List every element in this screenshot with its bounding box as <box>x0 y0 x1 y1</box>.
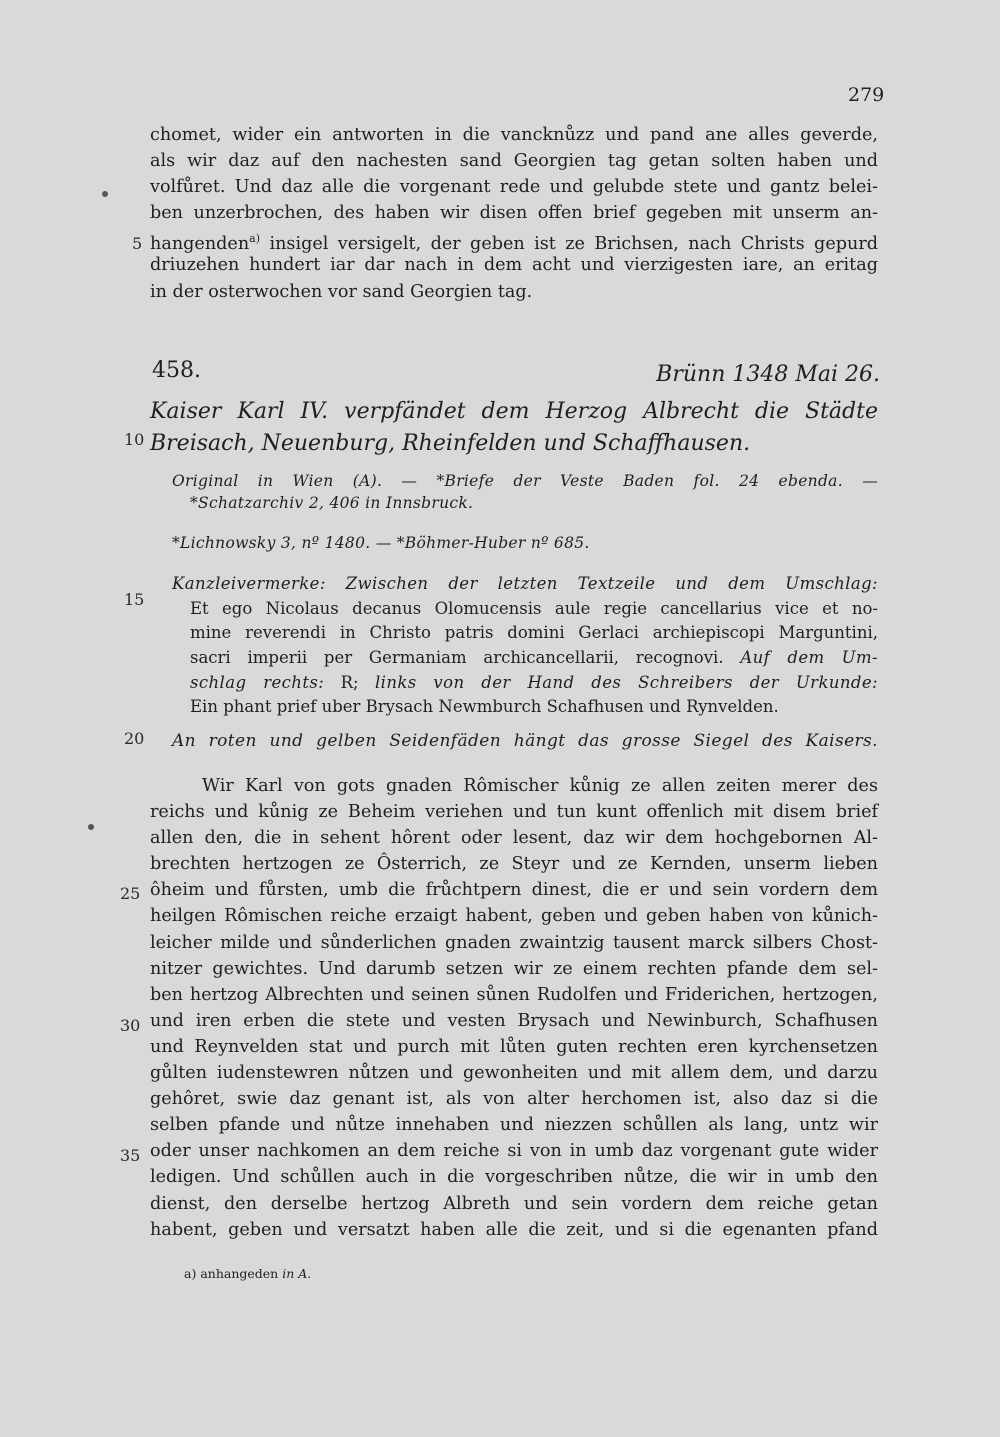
text-line: oder unser nachkomen an dem reiche si von in umb daz vorgenant gute wider <box>150 1141 878 1162</box>
body-text <box>150 773 878 1243</box>
note-label: schlag rechts: <box>190 672 325 692</box>
regest <box>150 396 878 460</box>
text-line: gehôret, swie daz genant ist, als von alter herchomen ist, also daz si die <box>150 1089 878 1110</box>
footnote-text: anhangeden <box>200 1266 279 1281</box>
regest-line: Breisach, Neuenburg, Rheinfelden und Schaffhausen. <box>150 431 751 456</box>
text-line <box>150 226 878 255</box>
text-line: ôheim und fůrsten, umb die frůchtpern dinest, die er und sein vordern dem <box>150 880 878 901</box>
text-line: gůlten iudenstewren nůtzen und gewonheiten und mit allem dem, und darzu <box>150 1063 878 1084</box>
text-line: als wir daz auf den nachesten sand Georgien tag getan solten haben und <box>150 151 878 172</box>
footnote-suffix: in A. <box>282 1266 312 1281</box>
text-line: dienst, den derselbe hertzog Albreth und sein vordern dem reiche getan <box>150 1193 878 1214</box>
literature <box>172 532 878 554</box>
note-label: : Zwischen der letzten Textzeile und dem Umschlag: <box>319 574 878 593</box>
text-line: ben hertzog Albrechten und seinen sůnen Rudolfen und Friderichen, hertzogen, <box>150 984 878 1005</box>
source-line: *Schatzarchiv 2, 406 in Innsbruck. <box>190 494 474 512</box>
text-line: selben pfande und nůtze innehaben und niezzen schůllen als lang, untz wir <box>150 1115 878 1136</box>
line-number: 15 <box>124 590 145 609</box>
text-line: allen den, die in sehent hôrent oder lesent, daz wir dem hochgebornen Al- <box>150 828 878 849</box>
document-number: 458. <box>152 358 201 383</box>
kanzleivermerke <box>172 572 878 720</box>
margin-speck <box>88 824 94 830</box>
text-line: reichs und kůnig ze Beheim veriehen und tun kunt offenlich mit disem brief <box>150 802 878 823</box>
text-line: chomet, wider ein antworten in die vancknůzz und pand ane alles geverde, <box>150 125 878 145</box>
note-label: Kanzleivermerke <box>172 574 320 593</box>
text-line: in der osterwochen vor sand Georgien tag. <box>150 281 533 302</box>
text-line: und Reynvelden stat und purch mit lůten guten rechten eren kyrchensetzen <box>150 1036 878 1057</box>
regest-line: Kaiser Karl IV. verpfändet dem Herzog Albrecht die Städte <box>150 399 878 424</box>
text-line: habent, geben und versatzt haben alle die zeit, und si die egenanten pfand <box>150 1219 878 1240</box>
note-line <box>172 646 878 671</box>
text-line: und iren erben die stete und vesten Brysach und Newinburch, Schafhusen <box>150 1010 878 1031</box>
sources <box>172 470 878 514</box>
page-number: 279 <box>848 84 885 106</box>
text-line: driuzehen hundert iar dar nach in dem acht und vierzigesten iare, an eritag <box>150 255 878 276</box>
text-line: leicher milde und sůnderlichen gnaden zwaintzig tausent marck silbers Chost- <box>150 932 878 953</box>
line-number: 30 <box>120 1016 141 1035</box>
text-line: ben unzerbrochen, des haben wir disen offen brief gegeben mit unserm an- <box>150 203 878 224</box>
literature-line: *Lichnowsky 3, nº 1480. — *Böhmer-Huber nº 685. <box>172 534 590 552</box>
note-label: Auf dem Um- <box>740 648 879 668</box>
text-fragment: hangenden <box>150 234 250 255</box>
footnote-mark: a) <box>184 1266 197 1281</box>
note-text: R; <box>324 672 375 692</box>
text-line: Wir Karl von gots gnaden Rômischer kůnig ze allen zeiten merer des <box>202 776 878 796</box>
note-line <box>172 572 878 597</box>
seal-description: An roten und gelben Seidenfäden hängt das grosse Siegel des Kaisers. <box>172 731 878 751</box>
document-date: Brünn 1348 Mai 26. <box>656 362 880 387</box>
footnote-ref: a) <box>249 232 261 246</box>
note-line: Ein phant prief uber Brysach Newmburch Schafhusen und Rynvelden. <box>190 697 779 717</box>
text-line: volfůret. Und daz alle die vorgenant rede und gelubde stete und gantz belei- <box>150 177 878 198</box>
line-number: 20 <box>124 729 145 748</box>
line-number: 5 <box>132 234 143 253</box>
note-text: sacri imperii per Germaniam archicancellarii, recognovi. <box>190 648 724 668</box>
top-paragraph <box>150 122 878 305</box>
line-number: 25 <box>120 884 141 903</box>
footnote <box>184 1266 311 1281</box>
note-line: mine reverendi in Christo patris domini Gerlaci archiepiscopi Marguntini, <box>190 623 878 643</box>
note-line <box>172 671 878 696</box>
text-line: ledigen. Und schůllen auch in die vorgeschriben nůtze, die wir in umb den <box>150 1167 878 1188</box>
note-label: links von der Hand des Schreibers der Urkunde: <box>374 672 878 692</box>
text-line: heilgen Rômischen reiche erzaigt habent, geben und geben haben von kůnich- <box>150 906 878 927</box>
margin-speck <box>102 191 108 197</box>
line-number: 35 <box>120 1146 141 1165</box>
text-fragment: insigel versigelt, der geben ist ze Brichsen, nach Christs gepurd <box>269 234 878 255</box>
source-line: Original in Wien (A). — *Briefe der Veste Baden fol. 24 ebenda. — <box>172 472 878 490</box>
text-line: brechten hertzogen ze Ôsterrich, ze Steyr und ze Kernden, unserm lieben <box>150 854 878 875</box>
line-number: 10 <box>124 430 145 449</box>
text-line: nitzer gewichtes. Und darumb setzen wir ze einem rechten pfande dem sel- <box>150 958 878 979</box>
note-line: Et ego Nicolaus decanus Olomucensis aule regie cancellarius vice et no- <box>190 598 878 618</box>
